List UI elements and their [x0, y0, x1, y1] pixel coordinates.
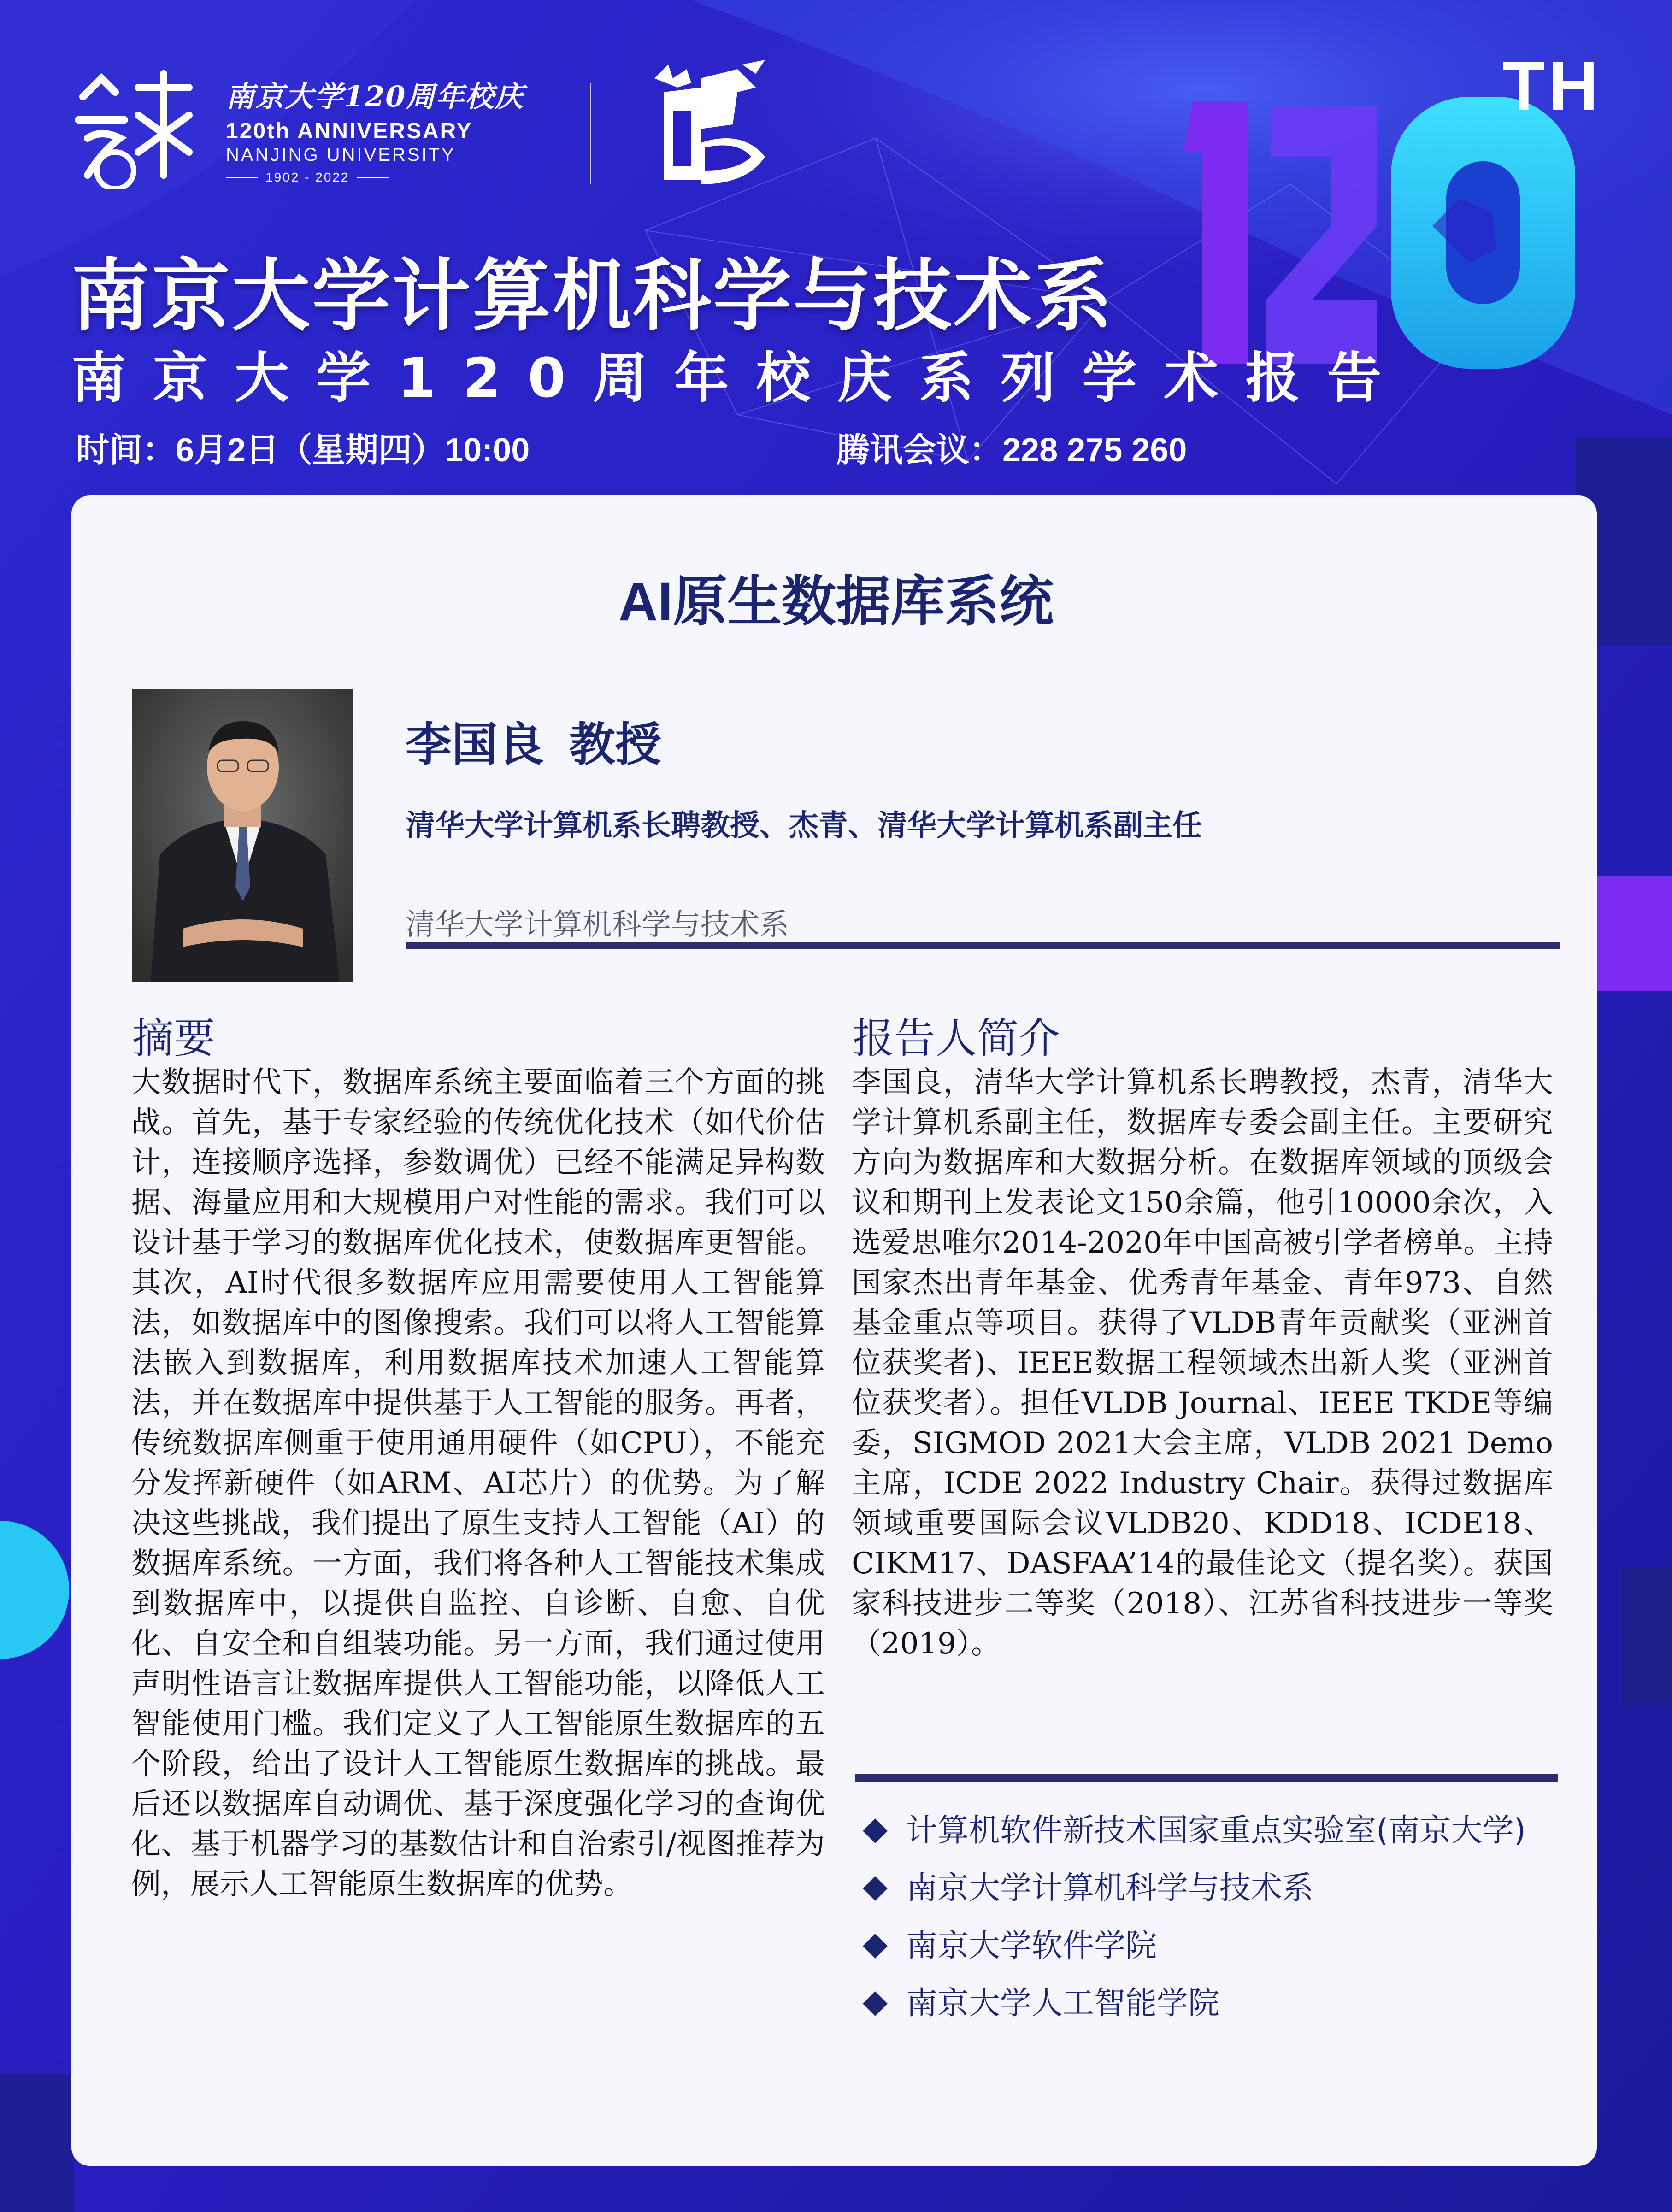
anniversary-en-2: NANJING UNIVERSITY: [226, 145, 456, 165]
organizer-item: [862, 1802, 1526, 1859]
talk-title: AI原生数据库系统: [618, 571, 1054, 632]
meeting-id: 腾讯会议：228 275 260: [836, 432, 1187, 469]
diamond-bullet-icon: [863, 1934, 888, 1959]
abstract-text: 大数据时代下，数据库系统主要面临着三个方面的挑战。首先，基于专家经验的传统优化技术（如代价估计，连接顺序选择，参数调优）已经不能满足异构数据、海量应用和大规模用户对性能的需求。我们可以设计基于学习的数据库优化技术，使数据库更智能。其次，AI时代很多数据库应用需要使用人工智能算法，如数据库中的图像搜索。我们可以将人工智能算法嵌入到数据库，利用数据库技术加速人工智能算法，并在数据库中提供基于人工智能的服务。再者，传统数据库侧重于使用通用硬件（如CPU），不能充分发挥新硬件（如ARM、AI芯片）的优势。为了解决这些挑战，我们提出了原生支持人工智能（AI）的数据库系统。一方面，我们将各种人工智能技术集成到数据库中，以提供自监控、自诊断、自愈、自优化、自安全和自组装功能。另一方面，我们通过使用声明性语言让数据库提供人工智能功能，以降低人工智能使用门槛。我们定义了人工智能原生数据库的五个阶段，给出了设计人工智能原生数据库的挑战。最后还以数据库自动调优、基于深度强化学习的查询优化、基于机器学习的基数估计和自治索引/视图推荐为例，展示人工智能原生数据库的优势。: [131, 1065, 825, 1901]
organizer-label: 南京大学软件学院: [906, 1928, 1157, 1964]
speaker-affiliation: 清华大学计算机科学与技术系: [406, 908, 789, 942]
organizer-item: [862, 1859, 1526, 1917]
units-divider: [855, 1774, 1558, 1782]
abstract-heading: 摘要: [132, 1014, 215, 1063]
speaker-divider: [406, 942, 1560, 949]
anniversary-suffix: TH: [1502, 47, 1602, 124]
bio-text: 李国良，清华大学计算机系长聘教授，杰青，清华大学计算机系副主任，数据库专委会副主任。主要研究方向为数据库和大数据分析。在数据库领域的顶级会议和期刊上发表论文150余篇，他引10000余次，入选爱思唯尔2014-2020年中国高被引学者榜单。主持国家杰出青年基金、优秀青年基金、青年973、自然基金重点等项目。获得了VLDB青年贡献奖（亚洲首位获奖者)、IEEE数据工程领域杰出新人奖（亚洲首位获奖者）。担任VLDB Journal、IEEE TKDE等编委，SIGMOD 2021大会主席，VLDB 2021 Demo主席，ICDE 2022 Industry Chair。获得过数据库领域重要国际会议VLDB20、KDD18、ICDE18、CIKM17、DASFAA’14的最佳论文（提名奖）。获国家科技进步二等奖（2018）、江苏省科技进步一等奖（2019）。: [852, 1065, 1553, 1661]
speaker-name: 李国良 教授: [406, 718, 661, 771]
organizer-item: [862, 1975, 1526, 2032]
diamond-bullet-icon: [863, 1991, 888, 2016]
organizer-list: [862, 1802, 1526, 2032]
anniversary-cn: 南京大学120周年校庆: [226, 80, 524, 113]
bio-heading: 报告人简介: [853, 1014, 1060, 1063]
anniversary-text: [226, 74, 524, 185]
department-title: 南京大学计算机科学与技术系: [71, 251, 1114, 342]
anniversary-years-row: [226, 170, 524, 185]
talk-time: 时间：6月2日（星期四）10:00: [76, 432, 530, 469]
series-title: 南京大学120周年校庆系列学术报告: [71, 346, 1409, 410]
diamond-bullet-icon: [863, 1818, 888, 1843]
anniversary-en-1: 120th ANNIVERSARY: [226, 119, 473, 143]
castle-logo-icon: [636, 60, 774, 194]
speaker-title: 清华大学计算机系长聘教授、杰青、清华大学计算机系副主任: [406, 809, 1202, 843]
diamond-bullet-icon: [863, 1876, 888, 1901]
organizer-label: 南京大学人工智能学院: [906, 1985, 1220, 2022]
logo-divider: [590, 83, 591, 184]
years-line-right: [357, 177, 389, 178]
organizer-label: 计算机软件新技术国家重点实验室(南京大学): [906, 1812, 1526, 1849]
anniversary-years: 1902 - 2022: [265, 170, 350, 184]
school-emblem-icon: [69, 60, 203, 189]
organizer-label: 南京大学计算机科学与技术系: [906, 1870, 1314, 1906]
years-line-left: [226, 177, 258, 178]
organizer-item: [862, 1917, 1526, 1975]
logo-block: [69, 60, 714, 198]
speaker-photo: [132, 689, 353, 982]
